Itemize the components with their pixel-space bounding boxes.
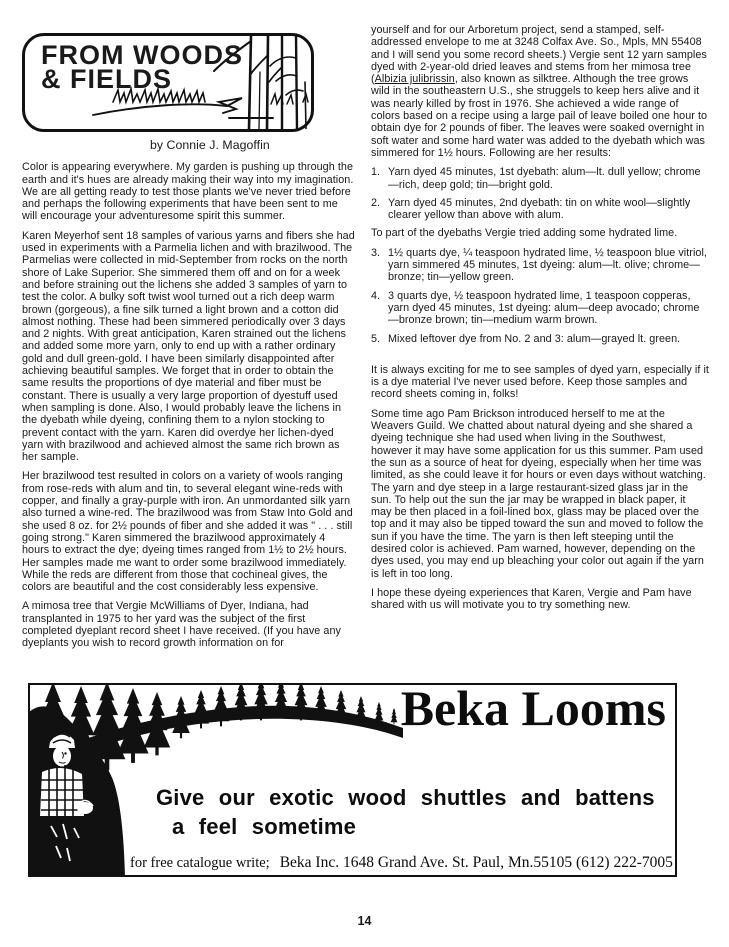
lime-note: To part of the dyebaths Vergie tried adding some hydrated lime.: [371, 227, 678, 240]
result-text: Yarn dyed 45 minutes, 1st dyebath: alum—lt. dull yellow; chrome—rich, deep gold; tin—bright gold.: [388, 166, 701, 191]
article-paragraph: Color is appearing everywhere. My garden is pushing up through the earth and it's hues are already making their way into my imagination. We are all getting ready to test those plants we've never tried before and perhaps the following experiments that have been sent to me will encourage your adventuresome spirit this summer.: [22, 161, 354, 223]
dye-result-item: [371, 290, 709, 327]
result-text: Yarn dyed 45 minutes, 2nd dyebath: tin on white wool—slightly clearer yellow than above with alum.: [388, 196, 691, 222]
section-gap: [371, 351, 709, 364]
paragraph-text: yourself and for our Arboretum project, send a stamped, self-addressed envelope to me at 3248 Colfax Ave. So., Mpls, MN 55408 and I will send you some record sheets.) Vergie sent 12 yarn samples dyed with 2-year-old dried leaves and stems from her mimosa tree (: [371, 24, 707, 86]
result-number: 1.: [371, 166, 381, 179]
article-paragraph: I hope these dyeing experiences that Karen, Vergie and Pam have shared with us will motivate you to try something new.: [371, 586, 692, 612]
masthead-title-line2: & FIELDS: [41, 64, 173, 94]
beka-looms-ad: [28, 683, 677, 877]
pine-forest-illustration: [29, 684, 409, 877]
ad-tagline-line2: a feel sometime: [172, 814, 357, 839]
article-paragraph: Her brazilwood test resulted in colors on a variety of wools ranging from rose-reds with alum and tin, to several elegant wine-reds with copper, and finally a gray-purple with iron. An unmordanted silk yarn also turned a wine-red. The brazilwood was from Staw Into Gold and she used 8 oz. for 2½ pounds of fiber and she added it was " . . . still going strong." Karen simmered the brazilwood approximately 4 hours to extract the dye; dyeing times ranged from 1½ to 2½ hours. Her samples made me want to order some brazilwood immediately. While the reds are different from those that cochineal gives, the colors are beautiful and the cost considerably less expensive.: [22, 470, 353, 594]
page-number: 14: [357, 914, 372, 928]
article-paragraph: It is always exciting for me to see samples of dyed yarn, especially if it is a dye material I've never used before. Keep those samples and record sheets coming in, folks!: [371, 363, 709, 401]
result-number: 5.: [371, 332, 381, 345]
ad-contact-prefix: for free catalogue write;: [130, 855, 270, 871]
right-column: [371, 24, 709, 618]
ad-tagline: [156, 783, 655, 841]
masthead-title: [41, 40, 243, 94]
dye-result-item: [371, 166, 709, 191]
article-paragraph: A mimosa tree that Vergie McWilliams of Dyer, Indiana, had transplanted in 1975 to her yard was the subject of the first completed dyeplant record sheet I have received. (If you have any dyeplants you wish to record growth information on for: [22, 600, 341, 650]
article-paragraph: [371, 24, 709, 159]
masthead-box: [22, 33, 314, 132]
article-paragraph: Some time ago Pam Brickson introduced herself to me at the Weavers Guild. We chatted about natural dyeing and she shared a dyeing technique she had used when living in the Southwest, however it may have some application for us this summer. Pam used the sun as a source of heat for dyeing, especially when her time was limited, as she could leave it for hours or even days without watching. The yarn and dye steep in a large restaurant-sized glass jar in the sun. To help out the sun the jar may be wrapped in black paper, it may be then placed in a foil-lined box, glass may be placed over the top and it may also be tipped toward the sun and moved to follow the sun if you have the time. The yarn is then left steeping until the desired color is achieved. Pam warned, however, depending on the dyes used, you may end up bleaching your color out again if the yarn is left in too long.: [371, 407, 706, 580]
result-number: 2.: [371, 196, 381, 209]
byline: by Connie J. Magoffin: [150, 138, 270, 152]
dye-result-item: [371, 333, 709, 345]
ad-contact-line: [130, 854, 673, 872]
dye-result-item: [371, 197, 709, 222]
paragraph-text: , also known as silktree. Although the tree grows wild in the southeastern U.S., she struggels to keep hers alive and it was nearly killed by frost in 1976. She achieved a wide range of colors based on a recipe using a large pail of leave boiled one hour to obtain dye for 2 pounds of fiber. The leaves were soaked overnight in soft water and some hard water was added to the dyebath which was simmered for 1½ hours. Following are her results:: [371, 73, 708, 159]
masthead-title-line1: FROM WOODS: [41, 40, 243, 70]
ad-brand-name: Beka Looms: [400, 683, 666, 736]
ad-tagline-line1: Give our exotic wood shuttles and battens: [156, 785, 655, 810]
result-number: 3.: [371, 246, 381, 259]
result-number: 4.: [371, 289, 381, 302]
result-text: Mixed leftover dye from No. 2 and 3: alum—grayed lt. green.: [388, 332, 681, 345]
left-column: [22, 33, 355, 657]
latin-plant-name: Albizia julibrissin: [374, 73, 455, 86]
article-paragraph: Karen Meyerhof sent 18 samples of various yarns and fibers she had used in experiments with a Parmelia lichen and with brazilwood. The Parmelias were collected in mid-September from rocks on the north shore of Lake Superior. She simmered them off and on for a week and before straining out the lichens she added 3 samples of yarn to test the color. A bulky soft twist wool turned out a rich deep warm brown (gorgeous), a fine silk turned a light brown and a cotton did almost nothing. These had been simmered periodically over 3 days and 2 nights. With great anticipation, Karen strained out the lichens and added some more yarn, only to end up with a rather ordinary gold and dull green-gold. I have been similarly disappointed after achieving beautiful samples. We forget that in order to obtain the same results the proportions of dye material and fiber must be constant. There is usually a very large proportion of dyestuff used when sampling is done. Also, I would probably leave the lichens in the dyebath while dyeing, confining them to a nylon stocking to prevent contact with the yarn. Karen did overdye her lichen-dyed yarn with brazilwood and achieved almost the same rich brown as her sample.: [22, 229, 355, 464]
dye-result-item: [371, 247, 709, 284]
ad-contact-address: Beka Inc. 1648 Grand Ave. St. Paul, Mn.55105 (612) 222-7005: [279, 854, 673, 871]
result-text: 3 quarts dye, ½ teaspoon hydrated lime, 1 teaspoon copperas, yarn dyed 45 minutes, 1st dyeing: alum—deep avocado; chrome—bronze brown; tin—medium warm brown.: [388, 289, 700, 327]
result-text: 1½ quarts dye, ¼ teaspoon hydrated lime, ½ teaspoon blue vitriol, yarn simmered 45 minutes, 1st dyeing: alum—lt. olive; chrome—bronze; tin—yellow green.: [388, 246, 707, 284]
